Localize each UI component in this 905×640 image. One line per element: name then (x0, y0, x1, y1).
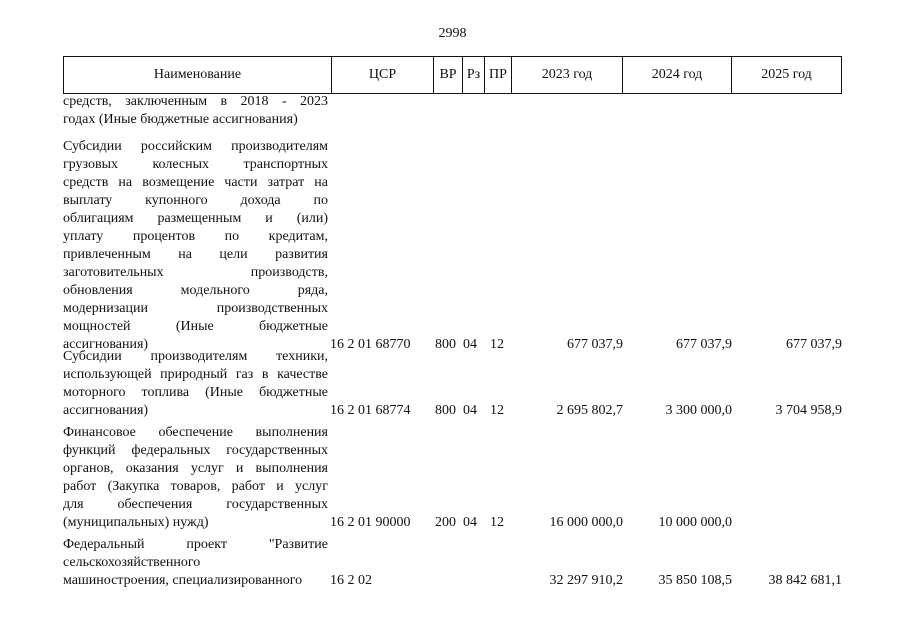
row-name (63, 93, 328, 129)
row-name-line: машиностроения, специализированного (63, 573, 303, 588)
row-csr: 16 2 01 68774 (330, 403, 411, 418)
row-name-line: для обеспечения государственных (63, 497, 328, 512)
row-name-line: Субсидии российским производителям (63, 139, 328, 154)
row-rz: 04 (463, 403, 477, 418)
row-y2023: 2 695 802,7 (556, 403, 623, 418)
row-name (63, 424, 328, 532)
row-y2024: 3 300 000,0 (665, 403, 732, 418)
header-rz: Рз (463, 57, 485, 94)
header-csr: ЦСР (332, 57, 434, 94)
row-y2025: 3 704 958,9 (775, 403, 842, 418)
row-name (63, 138, 328, 354)
row-name-line: моторного топлива (Иные бюджетные (63, 385, 328, 400)
row-name-line: привлеченным на цели развития (63, 247, 328, 262)
row-name-line: Финансовое обеспечение выполнения (63, 425, 328, 440)
row-rz: 04 (463, 515, 477, 530)
row-y2025: 38 842 681,1 (768, 573, 842, 588)
row-y2025: 677 037,9 (786, 337, 842, 352)
row-name-line: уплату процентов по кредитам, (63, 229, 328, 244)
row-y2024: 677 037,9 (676, 337, 732, 352)
row-name-line: использующей природный газ в качестве (63, 367, 328, 382)
row-name-line: ассигнования) (63, 403, 149, 418)
header-2024: 2024 год (623, 57, 732, 94)
row-name-line: модернизации производственных (63, 301, 328, 316)
row-name-line: заготовительных производств, (63, 265, 328, 280)
row-name-line: органов, оказания услуг и выполнения (63, 461, 328, 476)
page-number: 2998 (438, 26, 467, 41)
row-name-line: (муниципальных) нужд) (63, 515, 209, 530)
row-name-line: сельскохозяйственного (63, 555, 201, 570)
row-name-line: средств на возмещение части затрат на (63, 175, 328, 190)
row-pr: 12 (490, 337, 504, 352)
row-name-line: мощностей (Иные бюджетные (63, 319, 328, 334)
row-name-line: облигациям размещенным и (или) (63, 211, 328, 226)
row-name-line: работ (Закупка товаров, работ и услуг (63, 479, 328, 494)
row-pr: 12 (490, 403, 504, 418)
row-rz: 04 (463, 337, 477, 352)
row-name-line: обновления модельного ряда, (63, 283, 328, 298)
header-2023: 2023 год (512, 57, 623, 94)
row-csr: 16 2 01 68770 (330, 337, 411, 352)
row-name (63, 348, 328, 420)
row-vr: 800 (435, 337, 456, 352)
header-vr: ВР (434, 57, 463, 94)
row-y2023: 16 000 000,0 (549, 515, 623, 530)
header-2025: 2025 год (732, 57, 842, 94)
row-name (63, 536, 328, 590)
row-y2024: 10 000 000,0 (658, 515, 732, 530)
row-y2023: 32 297 910,2 (549, 573, 623, 588)
row-name-line: функций федеральных государственных (63, 443, 328, 458)
table-header (63, 56, 842, 94)
row-csr: 16 2 02 (330, 573, 372, 588)
row-pr: 12 (490, 515, 504, 530)
row-csr: 16 2 01 90000 (330, 515, 411, 530)
row-vr: 200 (435, 515, 456, 530)
row-vr: 800 (435, 403, 456, 418)
header-pr: ПР (485, 57, 512, 94)
row-name-line: Субсидии производителям техники, (63, 349, 328, 364)
header-name: Наименование (64, 57, 332, 94)
row-name-line: ассигнования) (63, 337, 149, 352)
row-y2023: 677 037,9 (567, 337, 623, 352)
row-name-line: годах (Иные бюджетные ассигнования) (63, 112, 298, 127)
row-name-line: выплату купонного дохода по (63, 193, 328, 208)
row-name-line: Федеральный проект "Развитие (63, 537, 328, 552)
row-y2024: 35 850 108,5 (658, 573, 732, 588)
row-name-line: грузовых колесных транспортных (63, 157, 328, 172)
row-name-line: средств, заключенным в 2018 - 2023 (63, 94, 328, 109)
